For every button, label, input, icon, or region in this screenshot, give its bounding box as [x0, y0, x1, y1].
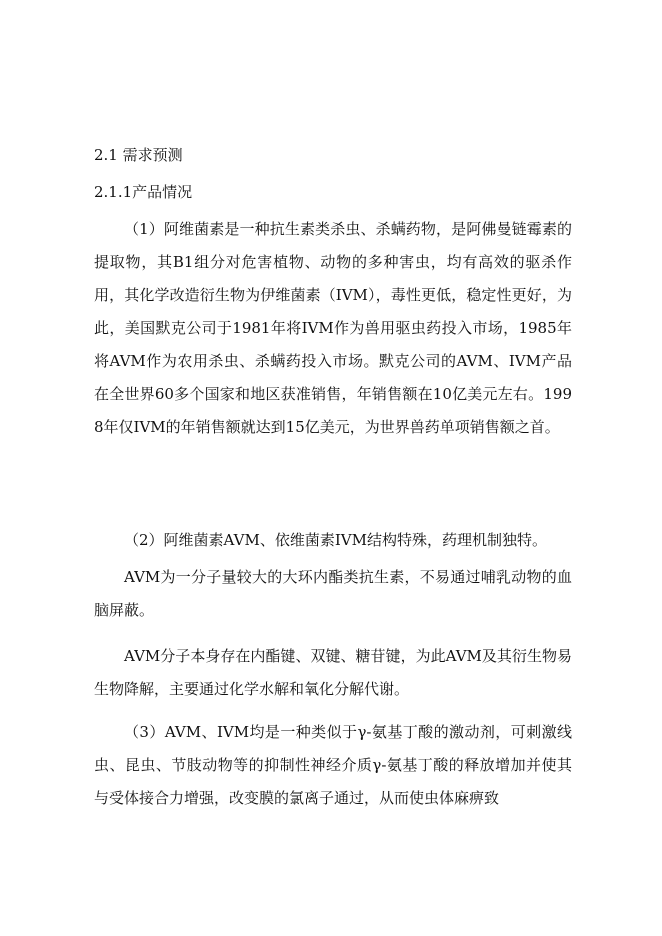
subsection-heading: 2.1.1产品情况 [94, 183, 193, 201]
paragraph-avermectin-overview: （1）阿维菌素是一种抗生素类杀虫、杀螨药物，是阿佛曼链霉素的提取物，其B1组分对危害植物、动物的多种害虫，均有高效的驱杀作用，其化学改造衍生物为伊维菌素（IVM），毒性更低，稳定性更好，为此，美国默克公司于1981年将IVM作为兽用驱虫药投入市场，1985年将AVM作为农用杀虫、杀螨药投入市场。默克公司的AVM、IVM产品在全世界60多个国家和地区获准销售，年销售额在10亿美元左右。1998年仅IVM的年销售额就达到15亿美元，为世界兽药单项销售额之首。 [94, 220, 572, 436]
paragraph-gaba-agonist: （3）AVM、IVM均是一种类似于γ-氨基丁酸的激动剂，可刺激线虫、昆虫、节肢动物等的抑制性神经介质γ-氨基丁酸的释放增加并使其与受体接合力增强，改变膜的氯离子通过，从而使虫体麻痹致 [94, 723, 572, 807]
paragraph-blood-brain-barrier: AVM为一分子量较大的大环内酯类抗生素，不易通过哺乳动物的血脑屏蔽。 [94, 568, 572, 619]
paragraph-structure-mechanism: （2）阿维菌素AVM、依维菌素IVM结构特殊，药理机制独特。 [124, 531, 547, 549]
section-heading: 2.1 需求预测 [94, 146, 183, 164]
paragraph-biodegradation: AVM分子本身存在内酯键、双键、糖苷键，为此AVM及其衍生物易生物降解，主要通过化学水解和氧化分解代谢。 [94, 647, 572, 698]
